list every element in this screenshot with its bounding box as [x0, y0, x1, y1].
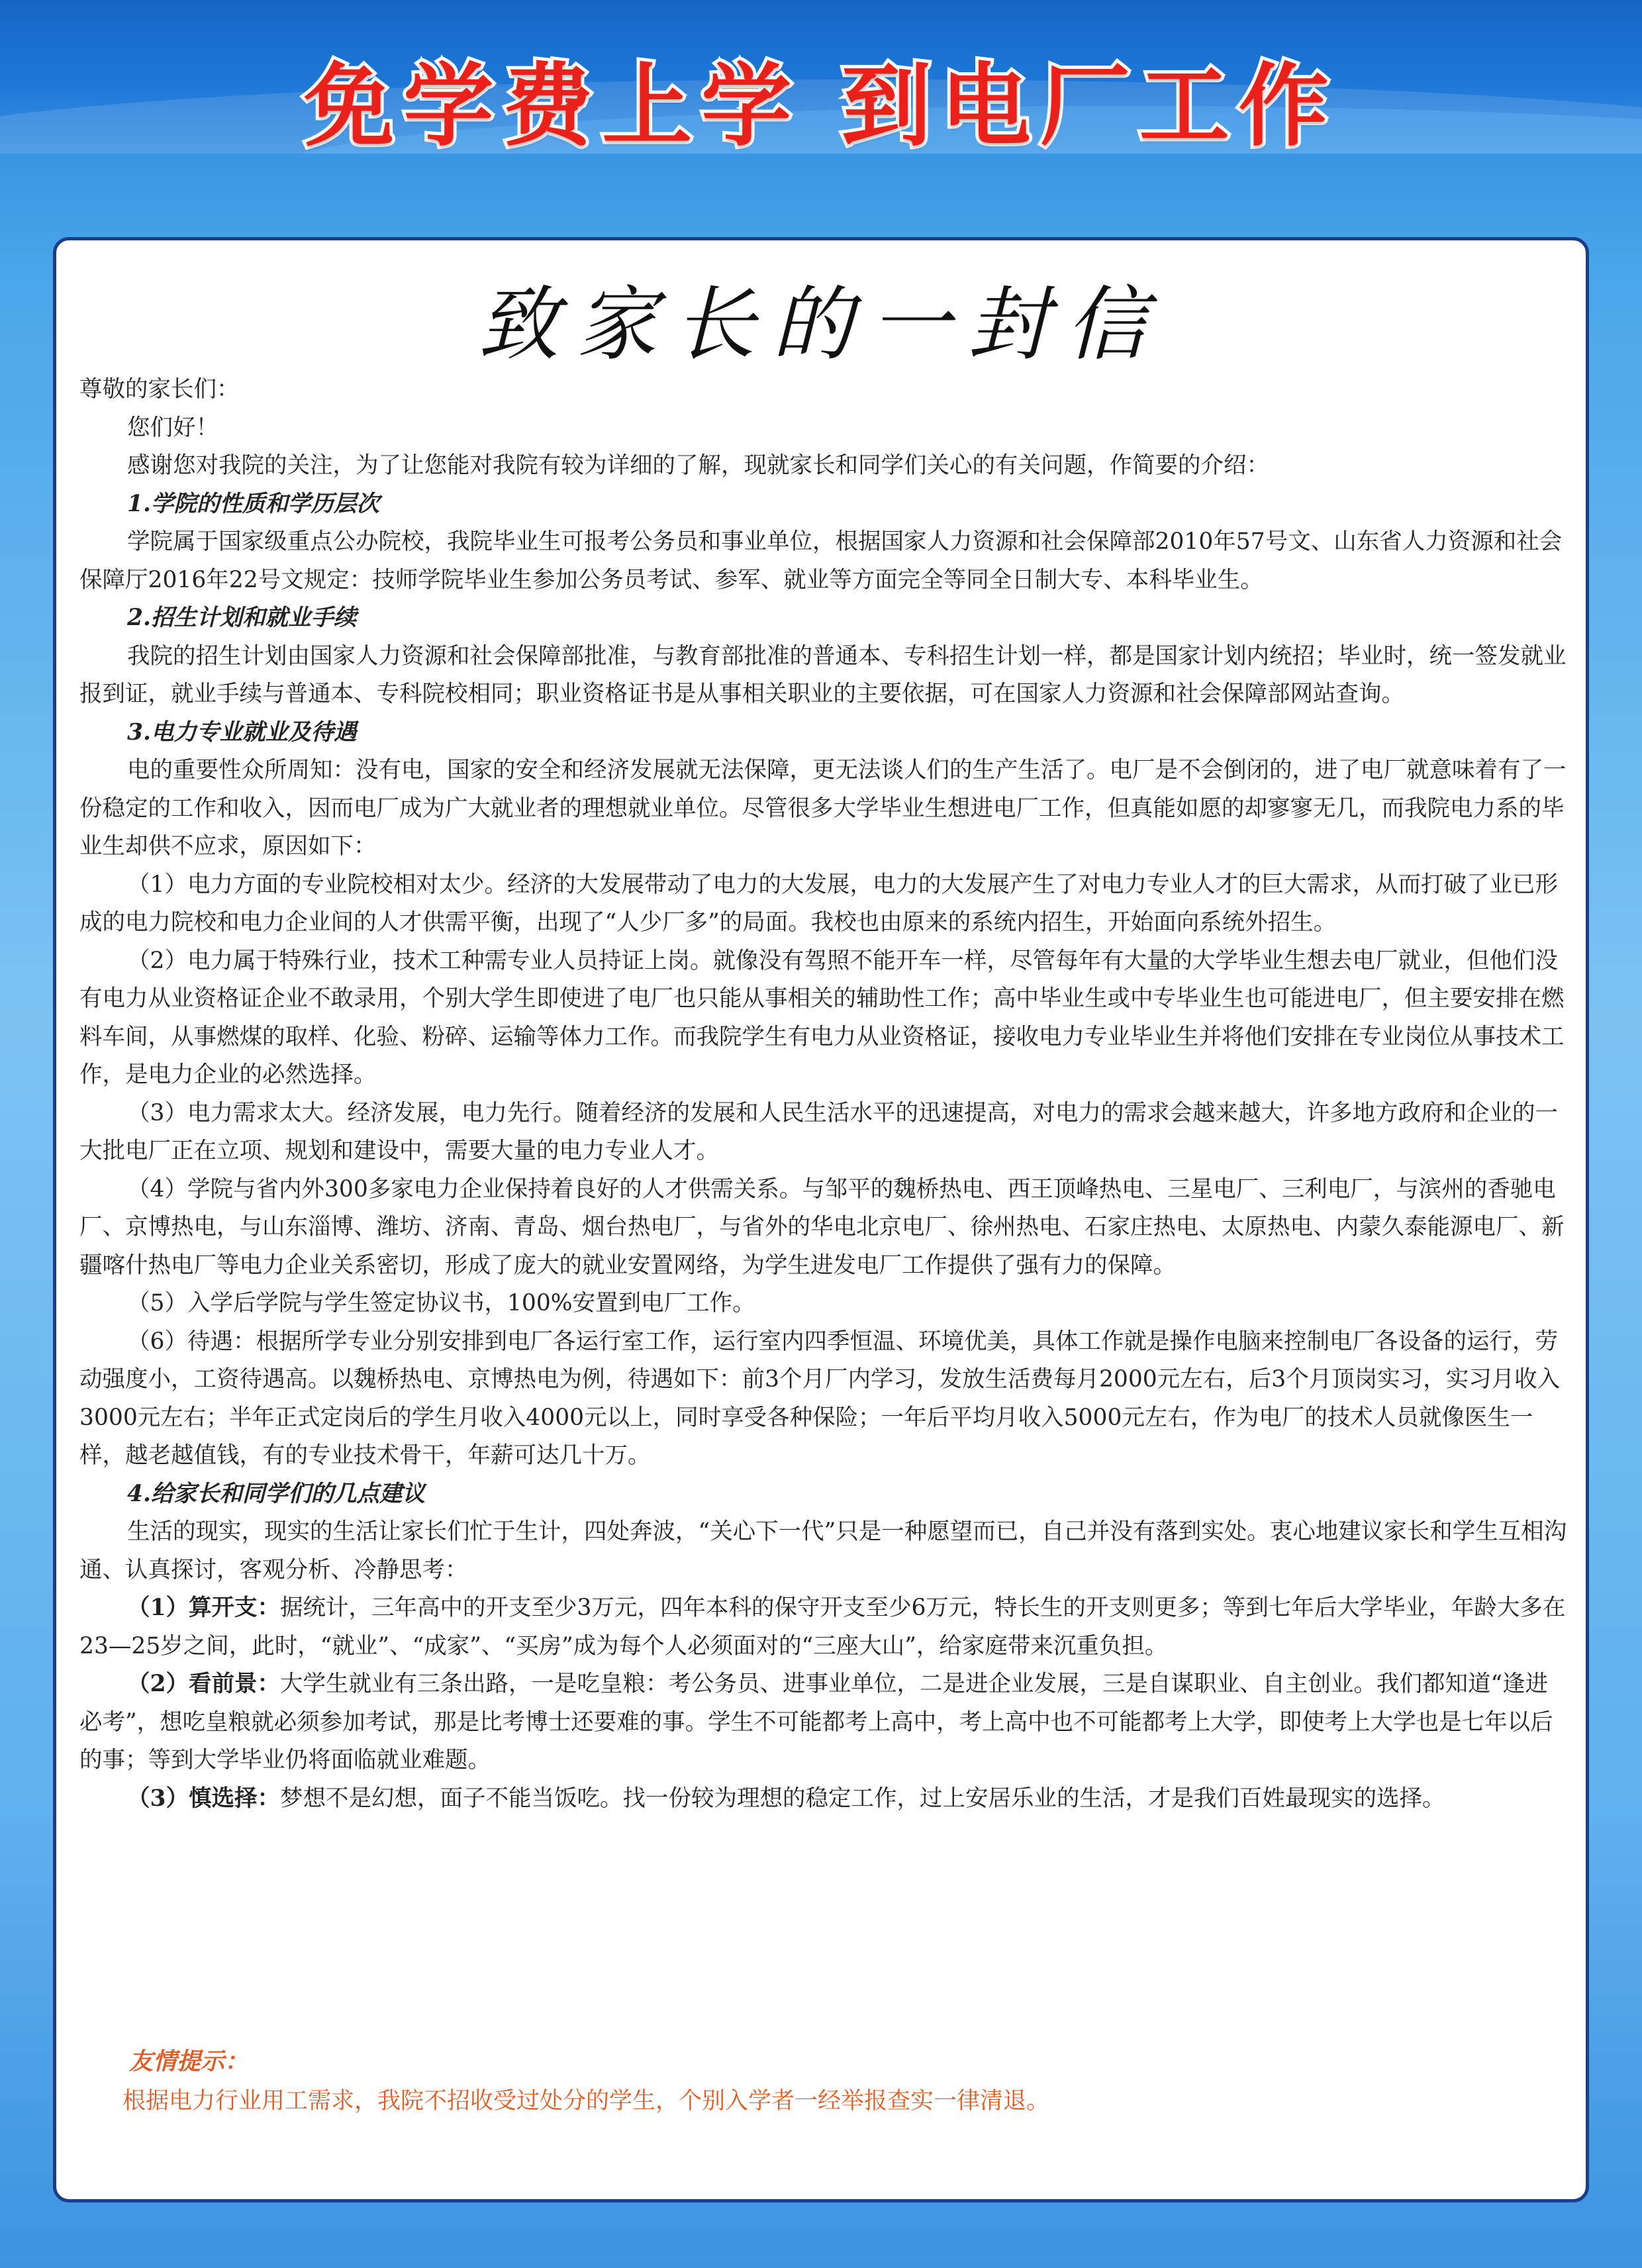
item-lead: （1）算开支：: [127, 1595, 281, 1621]
item-body: 梦想不是幻想，面子不能当饭吃。找一份较为理想的稳定工作，过上安居乐业的生活，才是我们百姓最现实的选择。: [280, 1785, 1445, 1812]
section-paragraph: 生活的现实，现实的生活让家长们忙于生计，四处奔波，“关心下一代”只是一种愿望而已，自己并没有落到实处。衷心地建议家长和学生互相沟通、认真探讨，客观分析、冷静思考：: [79, 1518, 1567, 1583]
list-item: （5）入学后学院与学生签定协议书，100%安置到电厂工作。: [127, 1290, 755, 1316]
section-paragraph: 我院的招生计划由国家人力资源和社会保障部批准，与教育部批准的普通本、专科招生计划一样，都是国家计划内统招；毕业时，统一签发就业报到证，就业手续与普通本、专科院校相同；职业资格证书是从事相关职业的主要依据，可在国家人力资源和社会保障部网站查询。: [79, 642, 1567, 707]
item-lead: （3）慎选择：: [127, 1785, 281, 1812]
letter-body: [79, 371, 1569, 1818]
section-heading: 3.电力专业就业及待遇: [127, 718, 357, 746]
letter-title: 致家长的一封信: [478, 277, 1164, 371]
list-item: （2）电力属于特殊行业，技术工种需专业人员持证上岗。就像没有驾照不能开车一样，尽管每年有大量的大学毕业生想去电厂就业，但他们没有电力从业资格证企业不敢录用，个别大学生即使进了电厂也只能从事相关的辅助性工作；高中毕业生或中专毕业生也可能进电厂，但主要安排在燃料车间，从事燃煤的取样、化验、粉碎、运输等体力工作。而我院学生有电力从业资格证，接收电力专业毕业生并将他们安排在专业岗位从事技术工作，是电力企业的必然选择。: [79, 947, 1565, 1088]
section-paragraph: 学院属于国家级重点公办院校，我院毕业生可报考公务员和事业单位，根据国家人力资源和社会保障部2010年57号文、山东省人力资源和社会保障厅2016年22号文规定：技师学院毕业生参加公务员考试、参军、就业等方面完全等同全日制大专、本科毕业生。: [79, 528, 1563, 593]
item-lead: （2）看前景：: [127, 1671, 281, 1697]
greeting: 您们好！: [127, 414, 218, 441]
list-item: （1）电力方面的专业院校相对太少。经济的大发展带动了电力的大发展，电力的大发展产生了对电力专业人才的巨大需求，从而打破了业已形成的电力院校和电力企业间的人才供需平衡，出现了“人少厂多”的局面。我校也由原来的系统内招生，开始面向系统外招生。: [79, 871, 1558, 936]
salutation: 尊敬的家长们：: [79, 376, 240, 403]
section-heading: 4.给家长和同学们的几点建议: [127, 1480, 426, 1507]
section-paragraph: 电的重要性众所周知：没有电，国家的安全和经济发展就无法保障，更无法谈人们的生产生活了。电厂是不会倒闭的，进了电厂就意味着有了一份稳定的工作和收入，因而电厂成为广大就业者的理想就业单位。尽管很多大学毕业生想进电厂工作，但真能如愿的却寥寥无几，而我院电力系的毕业生却供不应求，原因如下：: [79, 757, 1567, 860]
notice-text: 根据电力行业用工需求，我院不招收受过处分的学生，个别入学者一经举报查实一律清退。: [122, 2088, 1050, 2114]
list-item: （3）电力需求太大。经济发展，电力先行。随着经济的发展和人民生活水平的迅速提高，对电力的需求会越来越大，许多地方政府和企业的一大批电厂正在立项、规划和建设中，需要大量的电力专业人才。: [79, 1099, 1558, 1164]
list-item: [79, 1780, 1569, 1818]
intro-paragraph: 感谢您对我院的关注，为了让您能对我院有较为详细的了解，现就家长和同学们关心的有关问题，作简要的介绍：: [127, 452, 1269, 479]
item-body: 据统计，三年高中的开支至少3万元，四年本科的保守开支至少6万元，特长生的开支则更多；等到七年后大学毕业，年龄大多在23—25岁之间，此时，“就业”、“成家”、“买房”成为每个人必须面对的“三座大山”，给家庭带来沉重负担。: [79, 1595, 1566, 1659]
list-item: [79, 1589, 1569, 1665]
list-item: （6）待遇：根据所学专业分别安排到电厂各运行室工作，运行室内四季恒温、环境优美，具体工作就是操作电脑来控制电厂各设备的运行，劳动强度小，工资待遇高。以魏桥热电、京博热电为例，待遇如下：前3个月厂内学习，发放生活费每月2000元左右，后3个月顶岗实习，实习月收入3000元左右；半年正式定岗后的学生月收入4000元以上，同时享受各种保险；一年后平均月收入5000元左右，作为电厂的技术人员就像医生一样，越老越值钱，有的专业技术骨干，年薪可达几十万。: [79, 1328, 1561, 1469]
item-body: 大学生就业有三条出路，一是吃皇粮：考公务员、进事业单位，二是进企业发展，三是自谋职业、自主创业。我们都知道“逢进必考”，想吃皇粮就必须参加考试，那是比考博士还要难的事。学生不可能都考上高中，考上高中也不可能都考上大学，即使考上大学也是七年以后的事；等到大学毕业仍将面临就业难题。: [79, 1671, 1553, 1773]
section-heading: 1.学院的性质和学历层次: [127, 490, 380, 517]
notice-label: 友情提示：: [129, 2047, 249, 2075]
list-item: [79, 1665, 1569, 1780]
list-item: （4）学院与省内外300多家电力企业保持着良好的人才供需关系。与邹平的魏桥热电、西王顶峰热电、三星电厂、三利电厂，与滨州的香驰电厂、京博热电，与山东淄博、潍坊、济南、青岛、烟台热电厂，与省外的华电北京电厂、徐州热电、石家庄热电、太原热电、内蒙久泰能源电厂、新疆喀什热电厂等电力企业关系密切，形成了庞大的就业安置网络，为学生进发电厂工作提供了强有力的保障。: [79, 1175, 1565, 1279]
section-heading: 2.招生计划和就业手续: [127, 605, 357, 631]
banner-title: 免学费上学 到电厂工作: [304, 54, 1338, 154]
header-banner: [0, 0, 1642, 154]
